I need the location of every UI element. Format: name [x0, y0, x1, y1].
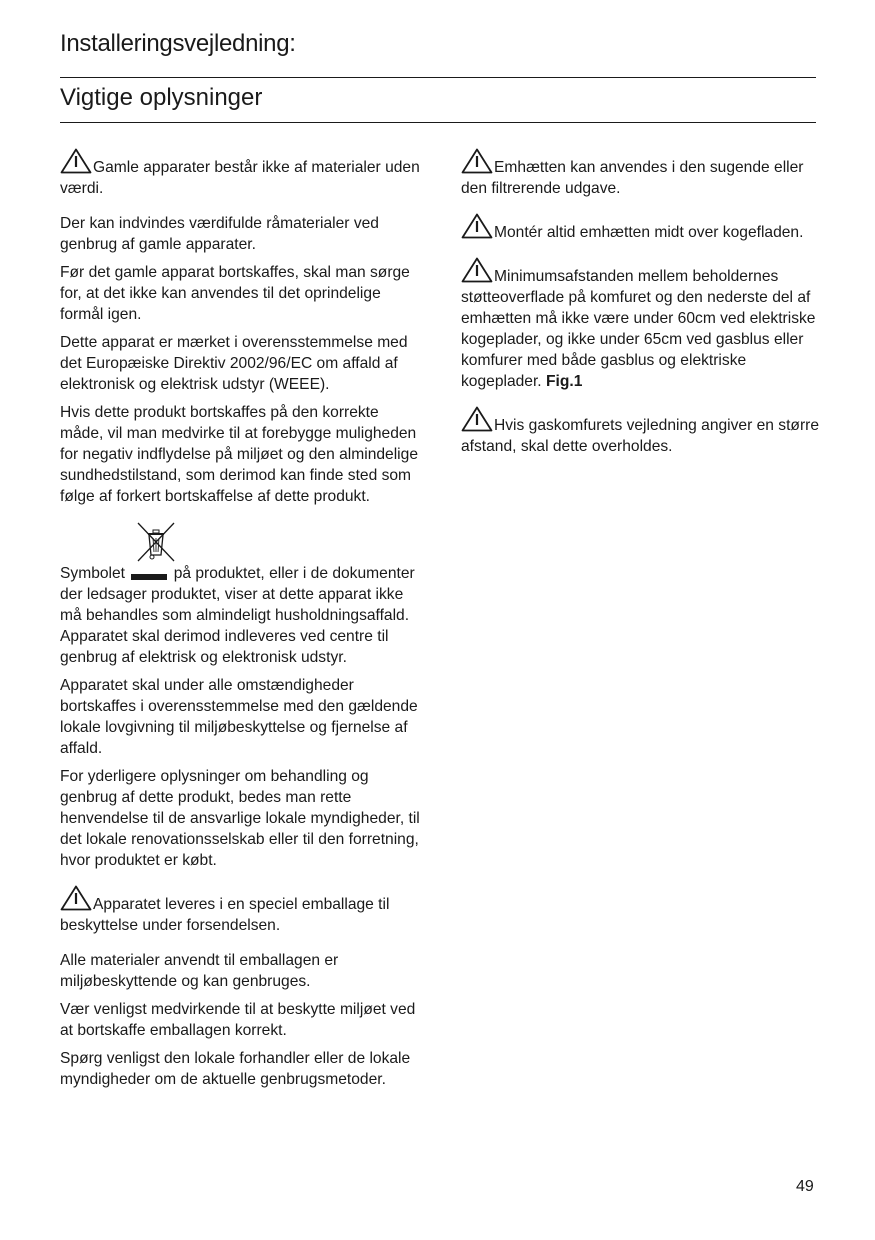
figure-reference: Fig.1: [545, 373, 583, 390]
right-column: [461, 148, 823, 471]
paragraph: Hvis dette produkt bortskaffes på den korrekte måde, vil man medvirke til at forebygge muligheden for negativ indflydelse på miljøet og den almindelige sundhedstilstand, som derimod kan finde sted som følge af forkert bortskaffelse af dette produkt.: [60, 404, 418, 505]
warning-note-gas-instructions: [461, 406, 823, 457]
crossed-out-bin-icon: [134, 521, 178, 563]
warning-triangle-icon: [461, 213, 493, 239]
warning-text: Gamle apparater består ikke af materialer uden værdi.: [60, 159, 420, 197]
warning-triangle-icon: [60, 885, 92, 911]
symbol-text-before: Symbolet: [60, 565, 126, 582]
paragraph: Der kan indvindes værdifulde råmaterialer ved genbrug af gamle apparater.: [60, 215, 379, 253]
weee-symbol-paragraph: [60, 563, 420, 668]
page-number: 49: [796, 1178, 814, 1195]
warning-note-mount-center: [461, 213, 823, 243]
header-divider: [60, 77, 816, 78]
warning-note-old-appliances: [60, 148, 420, 199]
paragraph: Apparatet skal under alle omstændigheder bortskaffes i overensstemmelse med den gældende lokale lovgivning til miljøbeskyttelse og fjernelse af affald.: [60, 677, 418, 757]
paragraph: For yderligere oplysninger om behandling og genbrug af dette produkt, bedes man rette henvendelse til de ansvarlige lokale myndigheder, til det lokale renovationsselskab eller til den forretning, hvor produktet er købt.: [60, 768, 420, 869]
warning-triangle-icon: [461, 257, 493, 283]
warning-note-packaging: [60, 885, 420, 936]
warning-text: Montér altid emhætten midt over kogefladen.: [494, 224, 804, 241]
paragraph: Alle materialer anvendt til emballagen er miljøbeskyttende og kan genbruges.: [60, 952, 339, 990]
paragraph: Vær venligst medvirkende til at beskytte miljøet ved at bortskaffe emballagen korrekt.: [60, 1001, 416, 1039]
warning-note-extraction-mode: [461, 148, 823, 199]
weee-block: [60, 521, 420, 668]
symbol-text-after: på produktet, eller i de dokumenter der ledsager produktet, viser at dette apparat ikke må behandles som almindeligt husholdningsaffald. Apparatet skal derimod indleveres ved centre til genbrug af elektrisk og elektronisk udstyr.: [60, 565, 415, 666]
warning-text: Apparatet leveres i en speciel emballage til beskyttelse under forsendelsen.: [60, 896, 390, 934]
warning-text: Emhætten kan anvendes i den sugende eller den filtrerende udgave.: [461, 159, 804, 197]
warning-text: Minimumsafstanden mellem beholdernes støtteoverflade på komfuret og den nederste del af emhætten må ikke være under 60cm ved elektriske kogeplader, og ikke under 65cm ved gasblus eller komfurer med både gasblus og elektriske kogeplader.: [461, 268, 816, 390]
warning-text: Hvis gaskomfurets vejledning angiver en større afstand, skal dette overholdes.: [461, 417, 820, 455]
section-title: Vigtige oplysninger: [60, 84, 263, 111]
weee-bar-symbol: [131, 574, 167, 580]
paragraph: Dette apparat er mærket i overensstemmelse med det Europæiske Direktiv 2002/96/EC om affald af elektronisk og elektrisk udstyr (WEEE).: [60, 334, 408, 393]
warning-triangle-icon: [461, 148, 493, 174]
section-divider: [60, 122, 816, 123]
page-header-title: Installeringsvejledning:: [60, 30, 296, 57]
left-column: [60, 148, 420, 1097]
paragraph: Før det gamle apparat bortskaffes, skal man sørge for, at det ikke kan anvendes til det oprindelige formål igen.: [60, 264, 410, 323]
warning-note-minimum-distance: [461, 257, 823, 392]
warning-triangle-icon: [461, 406, 493, 432]
paragraph: Spørg venligst den lokale forhandler eller de lokale myndigheder om de aktuelle genbrugsmetoder.: [60, 1050, 411, 1088]
warning-triangle-icon: [60, 148, 92, 174]
